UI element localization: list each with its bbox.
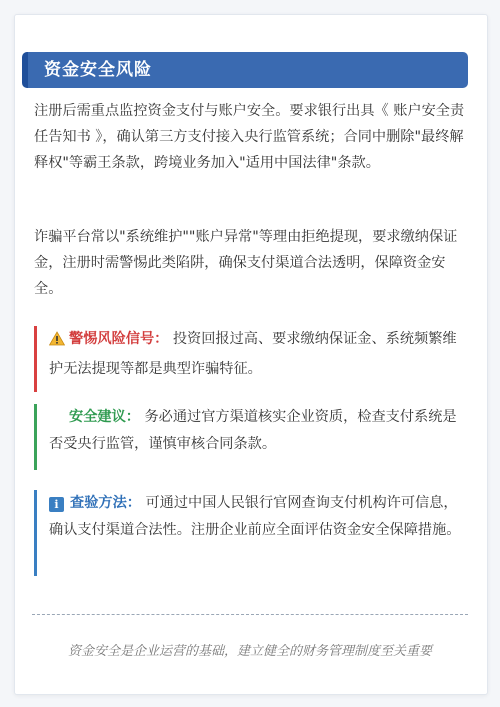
- section-header: [22, 52, 468, 88]
- warning-text: 投资回报过高、要求缴纳保证金、系统频繁维护无法提现等都是典型诈骗特征。: [49, 331, 457, 377]
- method-lead: 查验方法：: [70, 495, 141, 511]
- method-notice: [34, 490, 466, 576]
- method-text: 可通过中国人民银行官网查询支付机构许可信息，确认支付渠道合法性。注册企业前应全面评估资金安全保障措施。: [49, 495, 461, 538]
- footer-note: 资金安全是企业运营的基础，建立健全的财务管理制度至关重要: [67, 644, 432, 659]
- tip-text: 务必通过官方渠道核实企业资质，检查支付系统是否受央行监管，谨慎审核合同条款。: [49, 409, 457, 452]
- paragraph-fraud-warning: 诈骗平台常以"系统维护""账户异常"等理由拒绝提现，要求缴纳保证金，注册时需警惕此类陷阱，确保支付渠道合法透明，保障资金安全。: [34, 229, 458, 297]
- warning-icon: [49, 329, 65, 356]
- footer-divider: [32, 614, 468, 615]
- section-title: 资金安全风险: [44, 60, 152, 80]
- tip-notice: [34, 404, 466, 470]
- warning-notice: [34, 326, 466, 392]
- warning-lead: 警惕风险信号：: [69, 331, 169, 347]
- tip-lead: 安全建议：: [69, 409, 140, 425]
- info-icon: i: [49, 497, 64, 512]
- paragraph-account-security: 注册后需重点监控资金支付与账户安全。要求银行出具《 账户安全责任告知书 》，确认第三方支付接入央行监管系统；合同中删除"最终解释权"等霸王条款，跨境业务加入"适用中国法律"条款。: [34, 103, 465, 171]
